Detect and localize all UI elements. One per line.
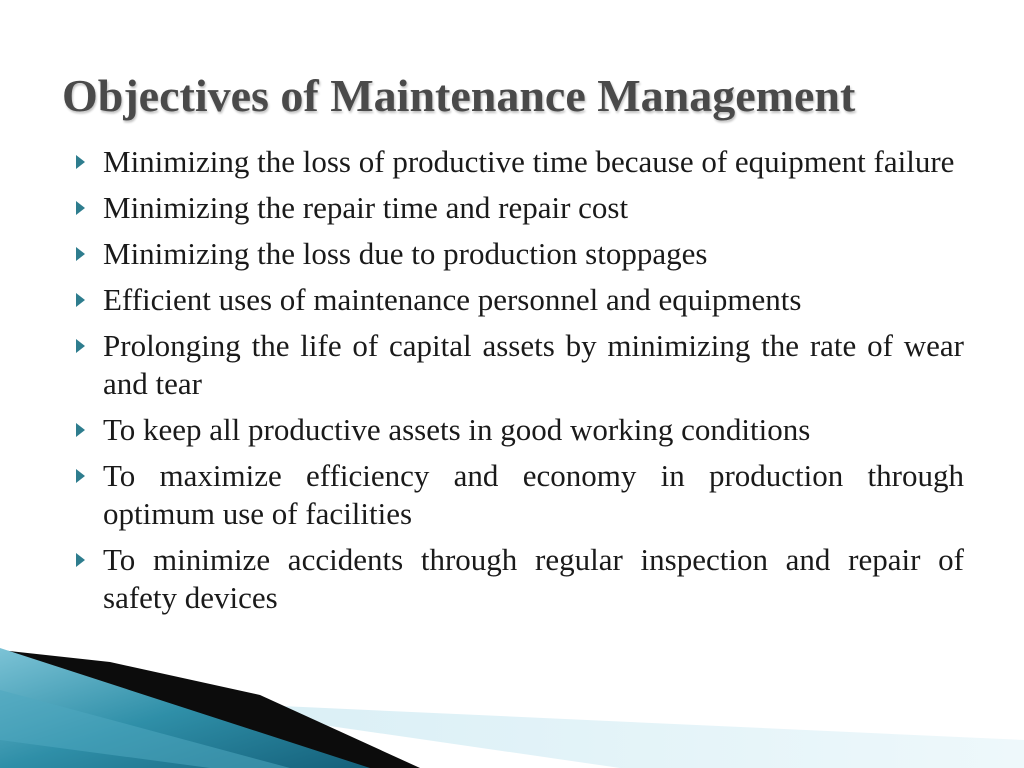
- bullet-item: [72, 189, 964, 227]
- bullet-text: Minimizing the repair time and repair cost: [103, 190, 629, 225]
- bullet-text: To maximize efficiency and economy in production through optimum use of facilities: [103, 458, 964, 531]
- triangle-right-icon: [76, 553, 85, 567]
- triangle-right-icon: [76, 293, 85, 307]
- bullet-item: [72, 411, 964, 449]
- triangle-right-icon: [76, 469, 85, 483]
- triangle-right-icon: [76, 201, 85, 215]
- bullet-item: [72, 457, 964, 533]
- slide-title: Objectives of Maintenance Management: [62, 70, 856, 121]
- bullet-text: Efficient uses of maintenance personnel and equipments: [103, 282, 802, 317]
- bullet-text: To keep all productive assets in good working conditions: [103, 412, 811, 447]
- triangle-right-icon: [76, 155, 85, 169]
- bullet-item: [72, 281, 964, 319]
- bullet-text: To minimize accidents through regular inspection and repair of safety devices: [103, 542, 964, 615]
- bullet-text: Minimizing the loss due to production stoppages: [103, 236, 708, 271]
- bullet-item: [72, 143, 964, 181]
- bullet-list: [72, 143, 964, 625]
- bullet-text: Minimizing the loss of productive time because of equipment failure: [103, 144, 955, 179]
- bullet-item: [72, 327, 964, 403]
- bullet-text: Prolonging the life of capital assets by minimizing the rate of wear and tear: [103, 328, 964, 401]
- triangle-right-icon: [76, 339, 85, 353]
- triangle-right-icon: [76, 423, 85, 437]
- bullet-item: [72, 541, 964, 617]
- triangle-right-icon: [76, 247, 85, 261]
- bullet-item: [72, 235, 964, 273]
